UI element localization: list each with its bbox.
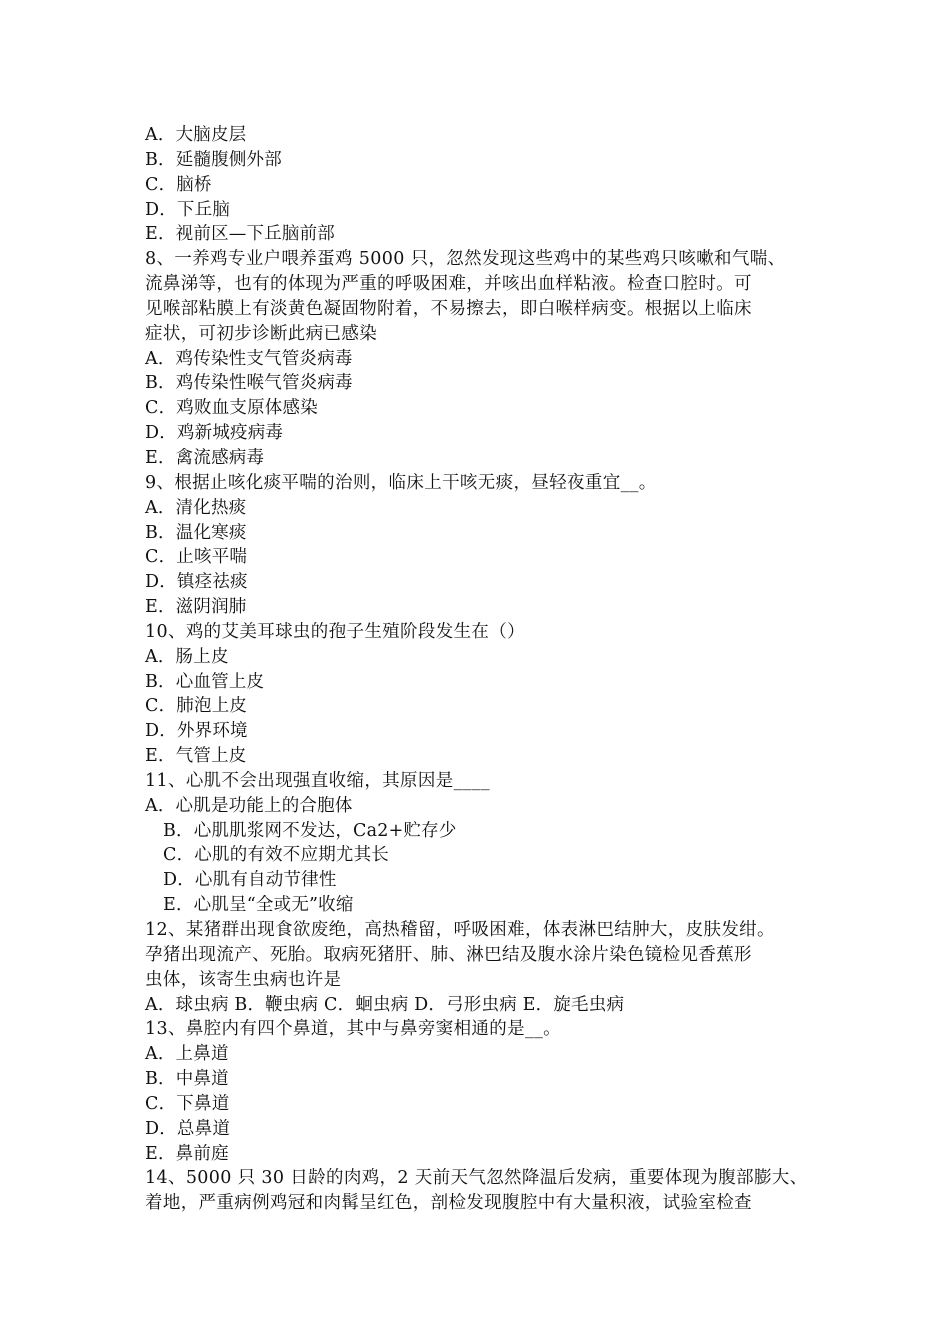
answer-option: C．下鼻道 xyxy=(145,1093,230,1114)
answer-option: A．大脑皮层 xyxy=(145,125,247,145)
answer-option: A．心肌是功能上的合胞体 xyxy=(145,795,353,816)
answer-option: B．心肌肌浆网不发达，Ca2+贮存少 xyxy=(163,820,457,841)
answer-option: C．鸡败血支原体感染 xyxy=(145,398,318,419)
question-text-line: 孕猪出现流产、死胎。取病死猪肝、肺、淋巴结及腹水涂片染色镜检见香蕉形 xyxy=(145,944,752,965)
answer-option: B．温化寒痰 xyxy=(145,522,247,543)
answer-option: A．肠上皮 xyxy=(145,646,229,667)
answer-option: D．外界环境 xyxy=(145,721,248,742)
answer-option: B．鸡传染性喉气管炎病毒 xyxy=(145,373,353,394)
answer-option: A．清化热痰 xyxy=(145,497,247,518)
question-text-line: 8、一养鸡专业户喂养蛋鸡 5000 只，忽然发现这些鸡中的某些鸡只咳嗽和气喘、 xyxy=(145,249,786,270)
answer-option: D．鸡新城疫病毒 xyxy=(145,423,284,444)
answer-option: A．球虫病 B．鞭虫病 C．蛔虫病 D．弓形虫病 E．旋毛虫病 xyxy=(145,994,625,1015)
answer-option: D．下丘脑 xyxy=(145,199,231,220)
answer-option: C．心肌的有效不应期尤其长 xyxy=(163,845,389,866)
answer-option: D．总鼻道 xyxy=(145,1118,231,1139)
answer-option: A．鸡传染性支气管炎病毒 xyxy=(145,348,353,369)
answer-option: E．滋阴润肺 xyxy=(145,597,247,618)
question-text-line: 着地，严重病例鸡冠和肉髯呈红色，剖检发现腹腔中有大量积液，试验室检查 xyxy=(145,1193,752,1214)
question-text-line: 见喉部粘膜上有淡黄色凝固物附着，不易擦去，即白喉样病变。根据以上临床 xyxy=(145,298,752,319)
answer-option: E．鼻前庭 xyxy=(145,1143,229,1164)
answer-option: B．延髓腹侧外部 xyxy=(145,149,282,170)
question-text-line: 症状，可初步诊断此病已感染 xyxy=(145,323,378,344)
question-text-line: 9、根据止咳化痰平喘的治则，临床上干咳无痰，昼轻夜重宜__。 xyxy=(145,472,657,493)
answer-option: D．镇痉祛痰 xyxy=(145,572,248,593)
question-text-line: 13、鼻腔内有四个鼻道，其中与鼻旁窦相通的是__。 xyxy=(145,1019,562,1040)
question-text-line: 10、鸡的艾美耳球虫的孢子生殖阶段发生在（） xyxy=(145,621,525,642)
answer-option: C．脑桥 xyxy=(145,174,212,195)
question-text-line: 虫体，该寄生虫病也许是 xyxy=(145,969,342,990)
answer-option: A．上鼻道 xyxy=(145,1044,229,1065)
answer-option: D．心肌有自动节律性 xyxy=(163,870,337,891)
document-page xyxy=(145,123,825,1216)
question-text-line: 14、5000 只 30 日龄的肉鸡，2 天前天气忽然降温后发病，重要体现为腹部膨大、 xyxy=(145,1168,808,1189)
answer-option: E．禽流感病毒 xyxy=(145,447,265,468)
answer-option: C．止咳平喘 xyxy=(145,547,248,568)
answer-option: B．中鼻道 xyxy=(145,1069,229,1090)
answer-option: E．气管上皮 xyxy=(145,746,247,767)
answer-option: B．心血管上皮 xyxy=(145,671,265,692)
answer-option: E．心肌呈“全或无”收缩 xyxy=(163,895,354,916)
question-text-line: 流鼻涕等，也有的体现为严重的呼吸困难，并咳出血样粘液。检查口腔时。可 xyxy=(145,274,752,295)
answer-option: C．肺泡上皮 xyxy=(145,696,248,717)
question-text-line: 12、某猪群出现食欲废绝，高热稽留，呼吸困难，体表淋巴结肿大，皮肤发绀。 xyxy=(145,920,775,940)
question-text-line: 11、心肌不会出现强直收缩，其原因是____ xyxy=(145,770,490,791)
answer-option: E．视前区—下丘脑前部 xyxy=(145,224,335,245)
